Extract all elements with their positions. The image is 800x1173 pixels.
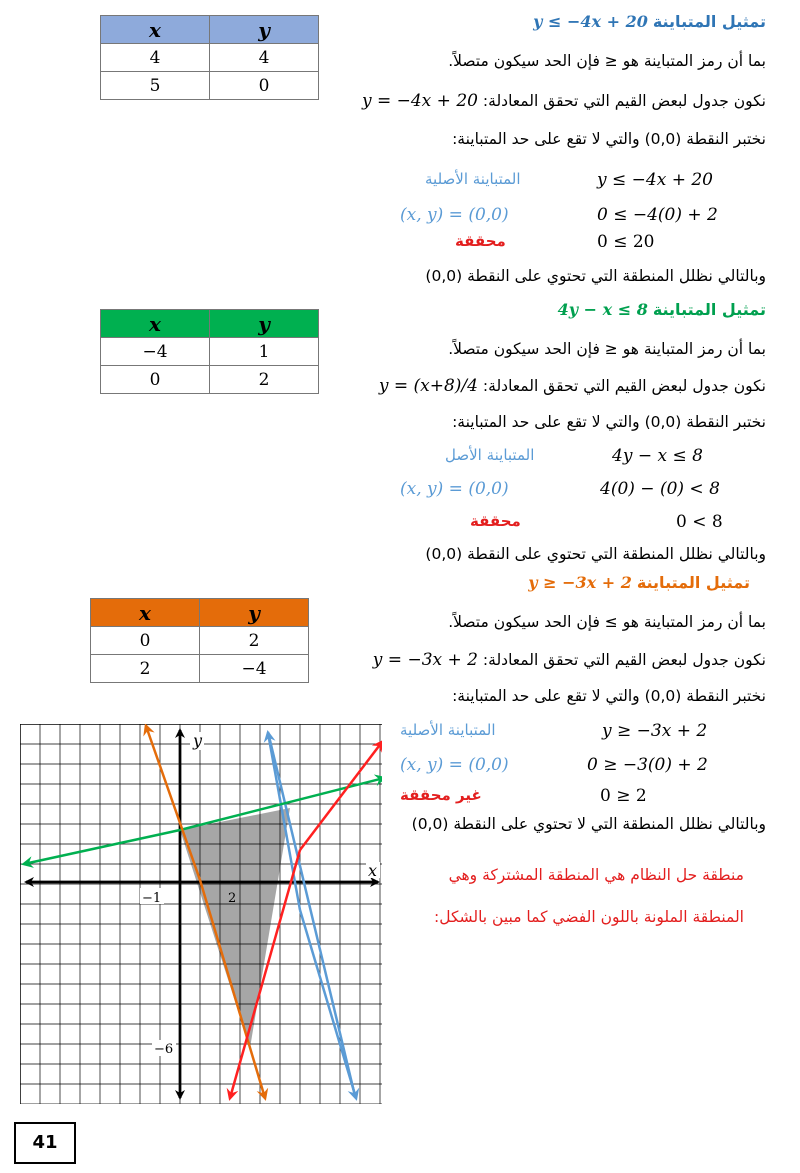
section1-conclusion: وبالتالي نظلل المنطقة التي تحتوي على النقطة (0,0)	[425, 267, 766, 285]
table-header-x: x	[91, 599, 200, 627]
section3-line2	[373, 650, 766, 670]
x-axis-label: x	[368, 861, 378, 880]
table-cell: 2	[200, 627, 309, 655]
solution-line1: منطقة حل النظام هي المنطقة المشتركة وهي	[448, 866, 744, 884]
table-cell: 4	[101, 44, 210, 72]
s3-step2-label: (x, y) = (0,0)	[400, 755, 509, 775]
section2-title	[558, 300, 766, 319]
s3-step3-math: 0 ≥ 2	[600, 786, 647, 806]
section3-line3: نختبر النقطة (0,0) والتي لا تقع على حد المتباينة:	[452, 687, 766, 705]
s1-step2-label: (x, y) = (0,0)	[400, 205, 509, 225]
table-cell: 0	[91, 627, 200, 655]
section1-line3: نختبر النقطة (0,0) والتي لا تقع على حد المتباينة:	[452, 130, 766, 148]
s2-step2-math: 4(0) − (0) < 8	[600, 479, 720, 499]
table-cell: −4	[200, 655, 309, 683]
table-header-y: y	[200, 599, 309, 627]
table-cell: 1	[210, 338, 319, 366]
section2-title-math: 4y − x ≤ 8	[557, 300, 648, 319]
table-cell: 2	[210, 366, 319, 394]
section3-line1: بما أن رمز المتباينة هو ≥ فإن الحد سيكون متصلاً.	[448, 613, 766, 631]
section1-line1: بما أن رمز المتباينة هو ≤ فإن الحد سيكون متصلاً.	[448, 52, 766, 70]
s3-step3-label: غير محققة	[400, 786, 482, 804]
s2-step3-label: محققة	[470, 512, 521, 530]
solution-line2: المنطقة الملونة باللون الفضي كما مبين بالشكل:	[434, 908, 744, 926]
tick-label-neg6: −6	[154, 1042, 174, 1057]
s2-step1-label: المتباينة الأصل	[445, 446, 535, 464]
tick-label-neg1: −1	[142, 891, 162, 906]
s1-step2-math: 0 ≤ −4(0) + 2	[597, 205, 718, 225]
section1-line2-math: y = −4x + 20	[361, 91, 478, 111]
section3-title-math: y ≥ −3x + 2	[528, 573, 632, 592]
section3-line2-text: نكون جدول لبعض القيم التي تحقق المعادلة:	[482, 651, 766, 669]
section3-title-label: تمثيل المتباينة	[636, 573, 750, 592]
s3-step1-math: y ≥ −3x + 2	[602, 721, 708, 741]
section2-conclusion: وبالتالي نظلل المنطقة التي تحتوي على النقطة (0,0)	[425, 545, 766, 563]
table-cell: 0	[210, 72, 319, 100]
tick-label-2: 2	[228, 891, 237, 906]
section1-line2-text: نكون جدول لبعض القيم التي تحقق المعادلة:	[482, 92, 766, 110]
table-header-y: y	[210, 310, 319, 338]
section3-values-table	[90, 598, 309, 683]
s2-step3-math: 0 < 8	[676, 512, 723, 532]
page-number: 41	[14, 1122, 76, 1164]
section3-conclusion: وبالتالي نظلل المنطقة التي لا تحتوي على النقطة (0,0)	[411, 815, 766, 833]
section1-title-label: تمثيل المتباينة	[652, 12, 766, 31]
table-cell: 0	[101, 366, 210, 394]
table-cell: −4	[101, 338, 210, 366]
table-header-x: x	[101, 16, 210, 44]
s1-step1-label: المتباينة الأصلية	[425, 170, 521, 188]
s1-step3-math: 0 ≤ 20	[597, 232, 655, 252]
y-axis-label: y	[193, 731, 203, 750]
section2-line1: بما أن رمز المتباينة هو ≤ فإن الحد سيكون متصلاً.	[448, 340, 766, 358]
section2-title-label: تمثيل المتباينة	[652, 300, 766, 319]
section1-values-table	[100, 15, 319, 100]
section2-line2-math: y = (x+8)/4	[378, 376, 478, 396]
s3-step1-label: المتباينة الأصلية	[400, 721, 496, 739]
section3-title	[528, 573, 750, 592]
section2-line3: نختبر النقطة (0,0) والتي لا تقع على حد المتباينة:	[452, 413, 766, 431]
s2-step2-label: (x, y) = (0,0)	[400, 479, 509, 499]
inequality-graph	[20, 724, 382, 1104]
section1-line2	[362, 91, 766, 111]
s1-step3-label: محققة	[455, 232, 506, 250]
table-cell: 5	[101, 72, 210, 100]
table-header-y: y	[210, 16, 319, 44]
table-header-x: x	[101, 310, 210, 338]
table-cell: 2	[91, 655, 200, 683]
section1-title	[533, 12, 766, 31]
s3-step2-math: 0 ≥ −3(0) + 2	[587, 755, 708, 775]
section3-line2-math: y = −3x + 2	[372, 650, 478, 670]
table-cell: 4	[210, 44, 319, 72]
section2-values-table	[100, 309, 319, 394]
section2-line2	[379, 376, 766, 396]
s2-step1-math: 4y − x ≤ 8	[612, 446, 703, 466]
section1-title-math: y ≤ −4x + 20	[533, 12, 648, 31]
section2-line2-text: نكون جدول لبعض القيم التي تحقق المعادلة:	[482, 377, 766, 395]
s1-step1-math: y ≤ −4x + 20	[597, 170, 713, 190]
